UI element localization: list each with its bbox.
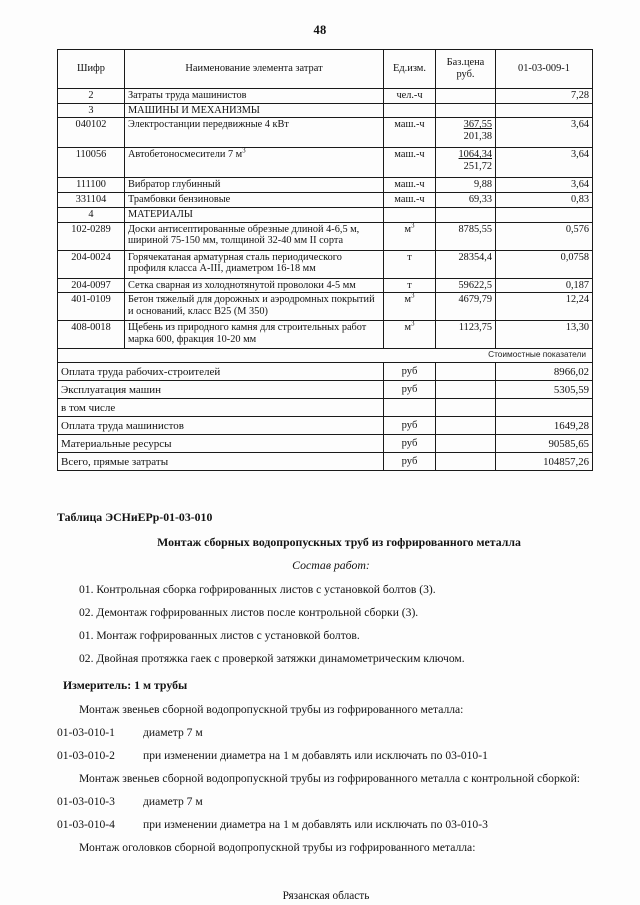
cell-name: Сетка сварная из холоднотянутой проволоки 4-5 мм xyxy=(125,278,384,293)
group2-intro: Монтаж звеньев сборной водопропускной трубы из гофрированного металла с контрольной сборкой: xyxy=(79,771,581,785)
cell-code: 040102 xyxy=(58,118,125,148)
table-row xyxy=(58,293,593,321)
summary-value: 104857,26 xyxy=(496,453,593,471)
table-row xyxy=(58,250,593,278)
table-row xyxy=(58,193,593,208)
summary-row xyxy=(58,435,593,453)
summary-empty xyxy=(436,363,496,381)
header-cell-price xyxy=(436,50,496,89)
cell-base-price xyxy=(436,207,496,222)
table-row xyxy=(58,222,593,250)
header-cell-value: 01-03-009-1 xyxy=(496,50,593,89)
cell-unit: чел.-ч xyxy=(384,89,436,104)
cell-base-price xyxy=(436,103,496,118)
cell-unit: т xyxy=(384,278,436,293)
cell-name: Трамбовки бензиновые xyxy=(125,193,384,208)
cell-base-price: 4679,79 xyxy=(436,293,496,321)
works-list xyxy=(57,581,595,667)
cell-name: Щебень из природного камня для строительных работ марка 600, фракция 10-20 мм xyxy=(125,321,384,349)
cell-unit xyxy=(384,103,436,118)
cell-base-price xyxy=(436,89,496,104)
section-table-label: Таблица ЭСНиЕРр-01-03-010 xyxy=(57,510,213,525)
cell-value: 0,576 xyxy=(496,222,593,250)
table-row xyxy=(58,278,593,293)
item-code: 01-03-010-3 xyxy=(57,794,115,808)
cell-name: Затраты труда машинистов xyxy=(125,89,384,104)
cell-unit: $м^3$ xyxy=(384,222,436,250)
summary-caption: Стоимостные показатели xyxy=(58,349,593,363)
cell-value: 0,0758 xyxy=(496,250,593,278)
cell-value: 12,24 xyxy=(496,293,593,321)
summary-value: 90585,65 xyxy=(496,435,593,453)
group2-items xyxy=(57,793,595,833)
cell-name: Автобетоносмесители 7 $м^3$ xyxy=(125,148,384,178)
header-price-line1: Баз.цена xyxy=(446,57,485,69)
header-price-line2: руб. xyxy=(456,69,475,80)
work-item: 02. Двойная протяжка гаек с проверкой затяжки динамометрическим ключом. xyxy=(79,652,465,666)
cell-value: 3,64 xyxy=(496,118,593,148)
table-header xyxy=(58,50,593,89)
cell-name: Вибратор глубинный xyxy=(125,178,384,193)
summary-label: Эксплуатация машин xyxy=(58,381,384,399)
table-row xyxy=(58,89,593,104)
summary-unit: руб xyxy=(384,435,436,453)
cell-value: 3,64 xyxy=(496,178,593,193)
summary-value xyxy=(496,399,593,417)
cell-value: 0,187 xyxy=(496,278,593,293)
table-body xyxy=(58,89,593,471)
summary-value: 1649,28 xyxy=(496,417,593,435)
cell-unit: маш.-ч xyxy=(384,118,436,148)
group1-items xyxy=(57,724,595,764)
item-code: 01-03-010-2 xyxy=(57,748,115,762)
summary-row xyxy=(58,363,593,381)
header-cell-unit: Ед.изм. xyxy=(384,50,436,89)
cell-value xyxy=(496,103,593,118)
item-description: при изменении диаметра на 1 м добавлять или исключать по 03-010-3 xyxy=(143,818,488,831)
summary-unit: руб xyxy=(384,417,436,435)
item-code: 01-03-010-4 xyxy=(57,818,115,831)
cell-unit: маш.-ч xyxy=(384,193,436,208)
cell-unit: т xyxy=(384,250,436,278)
summary-empty xyxy=(436,399,496,417)
cell-code: 4 xyxy=(58,207,125,222)
summary-row xyxy=(58,399,593,417)
summary-row xyxy=(58,381,593,399)
cell-base-price: 59622,5 xyxy=(436,278,496,293)
work-item: 02. Демонтаж гофрированных листов после контрольной сборки (3). xyxy=(79,606,419,620)
summary-value: 8966,02 xyxy=(496,363,593,381)
summary-unit: руб xyxy=(384,381,436,399)
item-description: диаметр 7 м xyxy=(143,794,203,808)
cell-code: 2 xyxy=(58,89,125,104)
cell-unit: $м^3$ xyxy=(384,293,436,321)
cell-name: Электростанции передвижные 4 кВт xyxy=(125,118,384,148)
cell-value xyxy=(496,207,593,222)
code-line xyxy=(57,793,595,810)
summary-label: Материальные ресурсы xyxy=(58,435,384,453)
summary-empty xyxy=(436,453,496,471)
cell-value: 3,64 xyxy=(496,148,593,178)
summary-unit: руб xyxy=(384,363,436,381)
item-code: 01-03-010-1 xyxy=(57,725,115,739)
cell-code: 331104 xyxy=(58,193,125,208)
section-text-block xyxy=(0,509,640,904)
summary-label: в том числе xyxy=(58,399,384,417)
header-cell-name: Наименование элемента затрат xyxy=(125,50,384,89)
summary-row xyxy=(58,417,593,435)
table-row xyxy=(58,178,593,193)
sostav-label: Состав работ: xyxy=(292,558,370,573)
work-item: 01. Монтаж гофрированных листов с установкой болтов. xyxy=(79,629,360,643)
cell-value: 13,30 xyxy=(496,321,593,349)
summary-empty xyxy=(436,435,496,453)
cell-name: МАШИНЫ И МЕХАНИЗМЫ xyxy=(125,103,384,118)
cell-unit xyxy=(384,207,436,222)
summary-row xyxy=(58,453,593,471)
cell-code: 111100 xyxy=(58,178,125,193)
summary-empty xyxy=(436,381,496,399)
summary-unit: руб xyxy=(384,453,436,471)
cell-name: Доски антисептированные обрезные длиной 4-6,5 м, шириной 75-150 мм, толщиной 32-40 мм II сорта xyxy=(125,222,384,250)
table-row xyxy=(58,321,593,349)
code-line xyxy=(57,724,595,741)
summary-label: Всего, прямые затраты xyxy=(58,453,384,471)
code-line xyxy=(57,816,595,833)
footer-region: Рязанская область xyxy=(282,890,370,903)
cell-name: Бетон тяжелый для дорожных и аэродромных покрытий и оснований, класс В25 (М 350) xyxy=(125,293,384,321)
cell-code: 401-0109 xyxy=(58,293,125,321)
item-description: диаметр 7 м xyxy=(143,725,203,739)
table-row xyxy=(58,103,593,118)
cell-code: 204-0024 xyxy=(58,250,125,278)
measure-label: Измеритель: 1 м трубы xyxy=(63,677,188,692)
cell-unit: $м^3$ xyxy=(384,321,436,349)
cost-estimate-table xyxy=(57,49,593,471)
cell-unit: маш.-ч xyxy=(384,178,436,193)
work-item: 01. Контрольная сборка гофрированных листов с установкой болтов (3). xyxy=(79,583,436,597)
cell-code: 408-0018 xyxy=(58,321,125,349)
cell-code: 3 xyxy=(58,103,125,118)
table-row xyxy=(58,118,593,148)
cell-value: 0,83 xyxy=(496,193,593,208)
table-header-row xyxy=(58,50,593,89)
table-row xyxy=(58,207,593,222)
cell-name: МАТЕРИАЛЫ xyxy=(125,207,384,222)
table-row xyxy=(58,148,593,178)
cell-code: 204-0097 xyxy=(58,278,125,293)
cell-base-price: 1123,75 xyxy=(436,321,496,349)
summary-caption-row xyxy=(58,349,593,363)
summary-unit xyxy=(384,399,436,417)
summary-value: 5305,59 xyxy=(496,381,593,399)
section-title: Монтаж сборных водопропускных труб из гофрированного металла xyxy=(157,534,521,549)
summary-empty xyxy=(436,417,496,435)
cell-unit: маш.-ч xyxy=(384,148,436,178)
cell-code: 102-0289 xyxy=(58,222,125,250)
summary-label: Оплата труда машинистов xyxy=(58,417,384,435)
code-line xyxy=(57,747,595,764)
summary-label: Оплата труда рабочих-строителей xyxy=(58,363,384,381)
cell-base-price: 8785,55 xyxy=(436,222,496,250)
group3-intro: Монтаж оголовков сборной водопропускной трубы из гофрированного металла: xyxy=(79,841,476,855)
cell-base-price: 28354,4 xyxy=(436,250,496,278)
cell-base-price: 1064,34 251,72 xyxy=(436,148,496,178)
item-description: при изменении диаметра на 1 м добавлять или исключать по 03-010-1 xyxy=(143,748,488,762)
cell-base-price: 69,33 xyxy=(436,193,496,208)
cell-name: Горячекатаная арматурная сталь периодического профиля класса А-III, диаметром 16-18 мм xyxy=(125,250,384,278)
page-number: 48 xyxy=(313,23,327,37)
cell-value: 7,28 xyxy=(496,89,593,104)
cell-base-price: 9,88 xyxy=(436,178,496,193)
cell-base-price: 367,55 201,38 xyxy=(436,118,496,148)
group1-intro: Монтаж звеньев сборной водопропускной трубы из гофрированного металла: xyxy=(79,702,464,716)
header-cell-code: Шифр xyxy=(58,50,125,89)
cell-code: 110056 xyxy=(58,148,125,178)
